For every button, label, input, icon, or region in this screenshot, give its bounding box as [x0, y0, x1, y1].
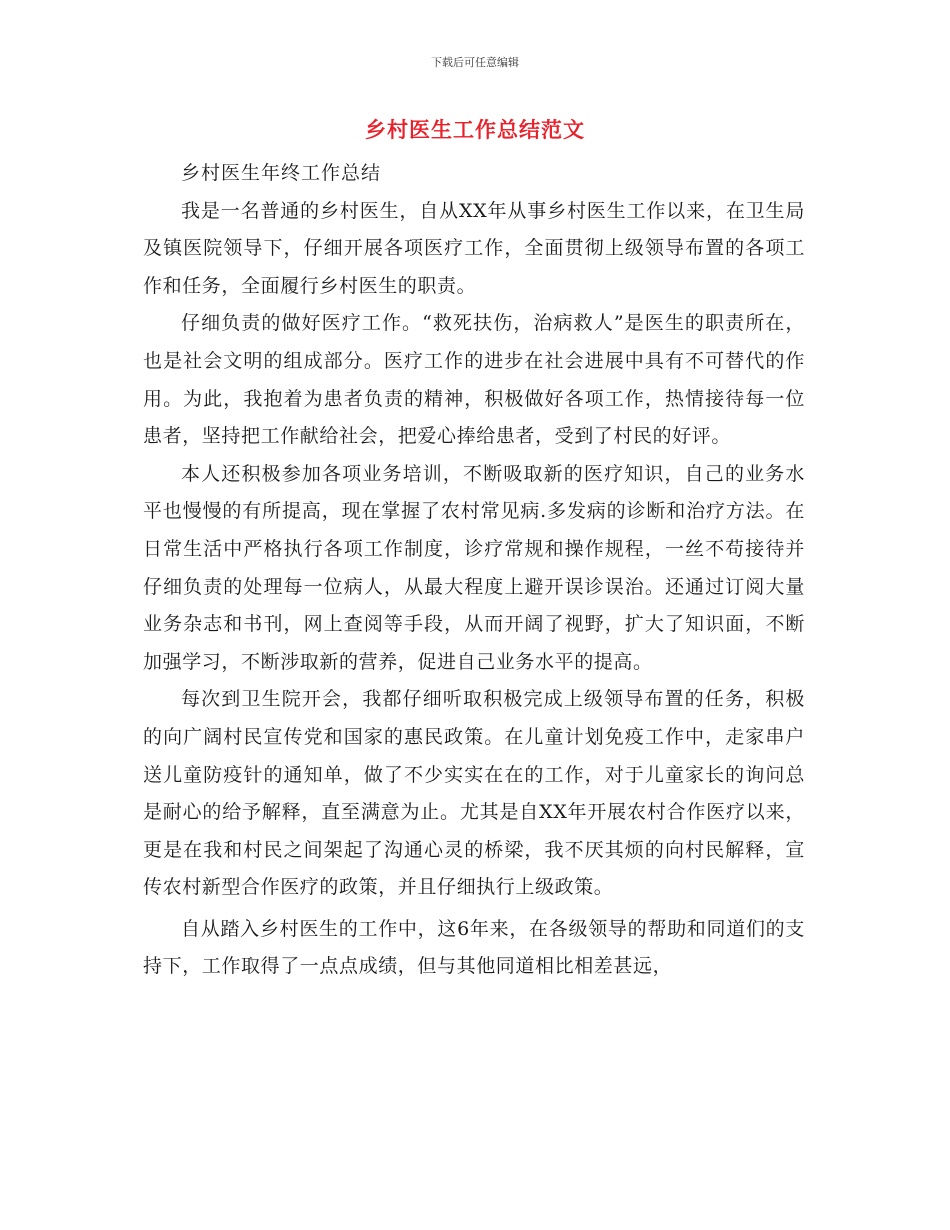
header-note: 下载后可任意编辑 — [431, 56, 519, 69]
paragraph-2: 仔细负责的做好医疗工作。“救死扶伤，治病救人”是医生的职责所在，也是社会文明的组成部分。医疗工作的进步在社会进展中具有不可替代的作用。为此，我抱着为患者负责的精神，积极做好各项工作，热情接待每一位患者，坚持把工作献给社会，把爱心捧给患者，受到了村民的好评。 — [143, 312, 805, 448]
paragraph-5: 自从踏入乡村医生的工作中，这6年来，在各级领导的帮助和同道们的支持下，工作取得了一点点成绩，但与其他同道相比相差甚远， — [143, 917, 805, 978]
document-title: 乡村医生工作总结范文 — [365, 118, 585, 142]
paragraph-subtitle: 乡村医生年终工作总结 — [181, 162, 382, 184]
paragraph-3: 本人还积极参加各项业务培训，不断吸取新的医疗知识，自己的业务水平也慢慢的有所提高，现在掌握了农村常见病.多发病的诊断和治疗方法。在日常生活中严格执行各项工作制度，诊疗常规和操作规程，一丝不苟接待并仔细负责的处理每一位病人，从最大程度上避开误诊误治。还通过订阅大量业务杂志和书刊，网上查阅等手段，从而开阔了视野，扩大了知识面，不断加强学习，不断涉取新的营养，促进自己业务水平的提高。 — [143, 462, 805, 673]
paragraph-1: 我是一名普通的乡村医生，自从XX年从事乡村医生工作以来，在卫生局及镇医院领导下，仔细开展各项医疗工作，全面贯彻上级领导布置的各项工作和任务，全面履行乡村医生的职责。 — [143, 199, 805, 297]
document-body — [143, 155, 805, 986]
paragraph-4: 每次到卫生院开会，我都仔细听取积极完成上级领导布置的任务，积极的向广阔村民宣传党和国家的惠民政策。在儿童计划免疫工作中，走家串户送儿童防疫针的通知单，做了不少实实在在的工作，对于儿童家长的询问总是耐心的给予解释，直至满意为止。尤其是自XX年开展农村合作医疗以来，更是在我和村民之间架起了沟通心灵的桥梁，我不厌其烦的向村民解释，宣传农村新型合作医疗的政策，并且仔细执行上级政策。 — [143, 688, 805, 899]
